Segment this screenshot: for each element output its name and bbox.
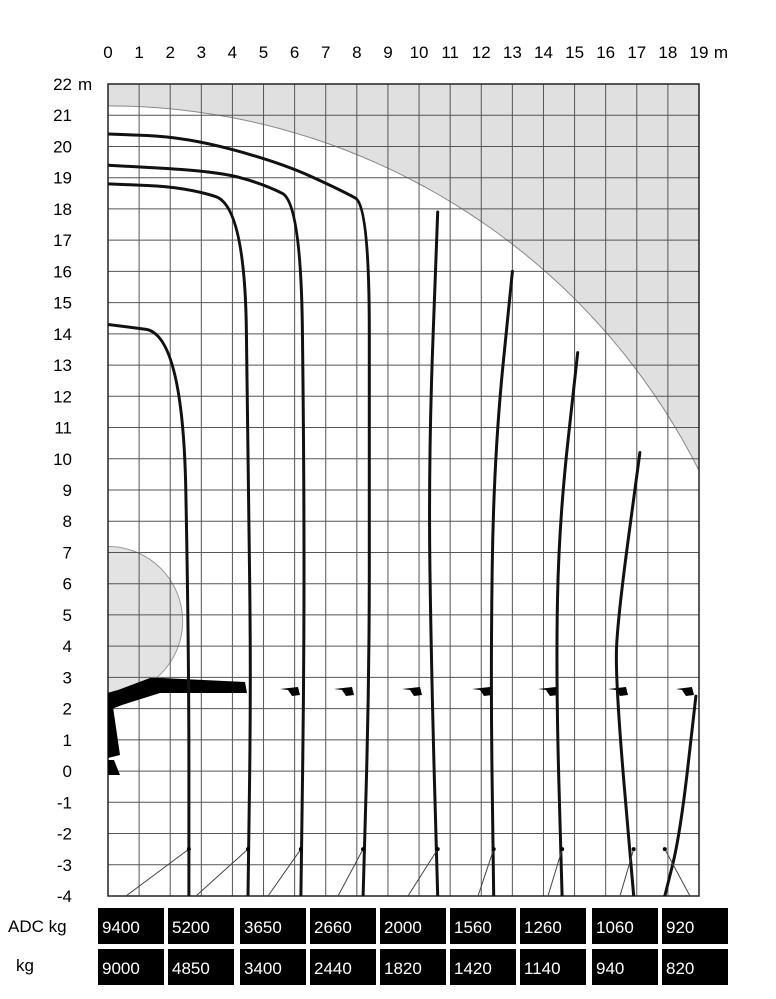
x-tick-label: 6 bbox=[289, 43, 300, 62]
crane-jib-marker bbox=[402, 687, 422, 696]
x-tick-label: 8 bbox=[352, 43, 362, 62]
y-tick-label: 20 bbox=[53, 137, 72, 157]
leader-line bbox=[126, 849, 189, 896]
x-tick-label: 4 bbox=[227, 43, 238, 62]
capacity-value: 2000 bbox=[384, 918, 422, 937]
x-tick-label: 0 bbox=[103, 43, 113, 62]
leader-dot bbox=[492, 847, 496, 851]
x-tick-label: 3 bbox=[196, 43, 207, 62]
leader-dot bbox=[663, 847, 667, 851]
x-tick-label: 1 bbox=[134, 43, 144, 62]
crane-jib-marker bbox=[538, 687, 558, 696]
y-tick-label: 11 bbox=[54, 418, 72, 438]
leader-dot bbox=[187, 847, 191, 851]
load-curve-3 bbox=[108, 165, 304, 896]
y-tick-label: 10 bbox=[53, 449, 72, 469]
crane-jib-marker bbox=[676, 687, 694, 696]
capacity-value: 1820 bbox=[384, 959, 422, 978]
y-axis-unit: m bbox=[78, 75, 93, 94]
y-tick-label: 14 bbox=[53, 324, 72, 344]
x-tick-label: 12 bbox=[471, 43, 491, 62]
crane-jib-marker bbox=[334, 687, 354, 696]
load-curve-2 bbox=[108, 184, 250, 896]
x-tick-label: 17 bbox=[627, 43, 647, 62]
x-tick-label: 2 bbox=[165, 43, 175, 62]
y-tick-label: 16 bbox=[53, 262, 72, 282]
leader-line bbox=[338, 849, 363, 896]
y-tick-label: 19 bbox=[53, 168, 72, 188]
y-tick-label: 6 bbox=[62, 574, 72, 594]
capacity-value: 940 bbox=[596, 959, 625, 978]
x-tick-label: 18 bbox=[658, 43, 678, 62]
y-tick-label: 2 bbox=[62, 699, 72, 719]
leader-dot bbox=[246, 847, 250, 851]
capacity-value: 5200 bbox=[172, 918, 210, 937]
x-tick-label: 5 bbox=[258, 43, 269, 62]
x-tick-label: 7 bbox=[321, 43, 331, 62]
capacity-value: 1260 bbox=[524, 918, 562, 937]
leader-line bbox=[478, 849, 494, 896]
y-tick-label: 17 bbox=[53, 231, 72, 251]
capacity-value: 3400 bbox=[244, 959, 282, 978]
y-tick-label: 3 bbox=[62, 668, 72, 688]
y-tick-label: 12 bbox=[53, 387, 72, 407]
capacity-value: 1560 bbox=[454, 918, 492, 937]
y-tick-label: -1 bbox=[56, 793, 72, 813]
capacity-value: 2660 bbox=[314, 918, 352, 937]
y-tick-label: 9 bbox=[62, 481, 72, 500]
y-tick-label: 18 bbox=[53, 199, 72, 219]
capacity-value: 3650 bbox=[244, 918, 282, 937]
leader-line bbox=[408, 849, 438, 896]
leader-dot bbox=[299, 847, 303, 851]
crane-jib-marker bbox=[280, 687, 300, 696]
x-tick-label: 13 bbox=[502, 43, 522, 62]
capacity-value: 4850 bbox=[172, 959, 210, 978]
crane-jib-marker bbox=[472, 687, 492, 696]
crane-base bbox=[100, 760, 120, 775]
leader-line bbox=[268, 849, 301, 896]
leader-dot bbox=[560, 847, 564, 851]
y-tick-label: 8 bbox=[62, 512, 72, 532]
x-tick-label: 19 bbox=[689, 43, 709, 62]
capacity-table bbox=[8, 908, 728, 985]
capacity-value: 820 bbox=[666, 959, 695, 978]
capacity-value: 1420 bbox=[454, 959, 492, 978]
row-label-adc: ADC kg bbox=[8, 917, 67, 936]
leader-line bbox=[196, 849, 248, 896]
x-tick-label: 9 bbox=[383, 43, 393, 62]
x-tick-label: 14 bbox=[534, 43, 553, 62]
x-tick-label: 11 bbox=[441, 43, 459, 62]
y-tick-label: 21 bbox=[53, 106, 72, 126]
x-tick-label: 15 bbox=[565, 43, 585, 62]
capacity-value: 920 bbox=[666, 918, 695, 937]
capacity-value: 1140 bbox=[524, 959, 561, 978]
load-curve-9 bbox=[665, 696, 696, 896]
leader-dot bbox=[436, 847, 440, 851]
capacity-value: 2440 bbox=[314, 959, 352, 978]
load-curve-4 bbox=[108, 134, 369, 896]
row-label-kg: kg bbox=[16, 956, 34, 975]
load-curve-5 bbox=[430, 212, 438, 896]
y-tick-label: 22 bbox=[53, 75, 72, 94]
y-tick-label: 7 bbox=[62, 543, 72, 563]
leader-dot bbox=[632, 847, 636, 851]
capacity-value: 9400 bbox=[102, 918, 140, 937]
y-tick-label: -2 bbox=[56, 824, 72, 844]
y-tick-label: -3 bbox=[56, 855, 72, 875]
y-tick-label: 1 bbox=[62, 730, 72, 750]
y-tick-label: 5 bbox=[62, 605, 72, 625]
y-tick-label: 15 bbox=[53, 293, 72, 313]
y-tick-label: -4 bbox=[56, 887, 72, 906]
x-axis-unit: m bbox=[713, 43, 729, 62]
leader-dot bbox=[361, 847, 365, 851]
capacity-value: 9000 bbox=[102, 959, 140, 978]
x-tick-label: 16 bbox=[596, 43, 616, 62]
x-tick-label: 10 bbox=[409, 43, 429, 62]
capacity-value: 1060 bbox=[596, 918, 634, 937]
y-tick-label: 0 bbox=[62, 762, 72, 782]
y-tick-label: 4 bbox=[62, 637, 72, 657]
y-tick-label: 13 bbox=[53, 356, 72, 376]
leader-line bbox=[665, 849, 690, 896]
